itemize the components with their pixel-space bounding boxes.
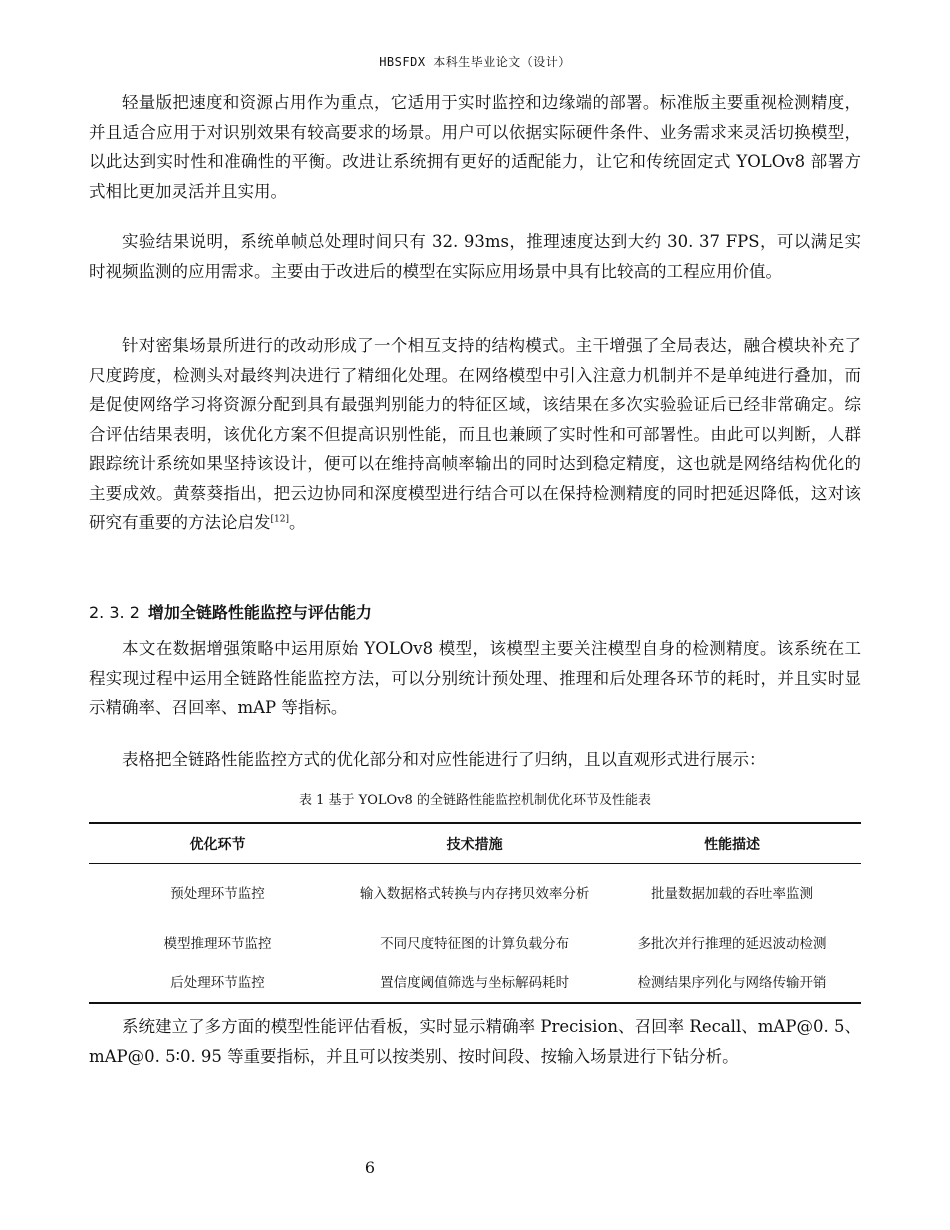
table [89, 822, 861, 1004]
body-text [89, 331, 861, 538]
paragraph-dense-scene [89, 331, 861, 538]
body-text: 实验结果说明，系统单帧总处理时间只有 32. 93ms，推理速度达到大约 30. 37 FPS，可以满足实时视频监测的应用需求。主要由于改进后的模型在实际应用场景中具有比较高的工程应用价值。 [89, 232, 861, 281]
body-text: 表格把全链路性能监控方式的优化部分和对应性能进行了归纳，且以直观形式进行展示： [122, 750, 766, 769]
citation-reference: [12] [270, 514, 289, 525]
table-row [89, 924, 861, 964]
table-cell: 后处理环节监控 [170, 975, 265, 991]
table-cell: 不同尺度特征图的计算负载分布 [380, 936, 570, 952]
table-caption: 表 1 基于 YOLOv8 的全链路性能监控机制优化环节及性能表 [299, 793, 651, 808]
page-number: 6 [364, 1158, 376, 1177]
table-row [89, 964, 861, 1003]
table-cell: 模型推理环节监控 [163, 936, 272, 952]
column-header-measures: 技术措施 [346, 823, 603, 864]
table-cell: 批量数据加载的吞吐率监测 [651, 886, 814, 902]
table-cell: 检测结果序列化与网络传输开销 [637, 975, 827, 991]
paragraph-experiment-results [89, 227, 861, 286]
body-text: 本文在数据增强策略中运用原始 YOLOv8 模型，该模型主要关注模型自身的检测精度。该系统在工程实现过程中运用全链路性能监控方法，可以分别统计预处理、推理和后处理各环节的耗时，并且实时显示精确率、召回率、mAP 等指标。 [89, 639, 861, 717]
paragraph-model-versions [89, 88, 861, 206]
section-heading [89, 600, 372, 623]
column-header-stage: 优化环节 [89, 823, 346, 864]
running-header: HBSFDX 本科生毕业论文（设计） [379, 55, 571, 69]
table-row [89, 864, 861, 925]
column-header-performance: 性能描述 [603, 823, 861, 864]
table-cell: 预处理环节监控 [170, 886, 265, 902]
section-title: 增加全链路性能监控与评估能力 [147, 603, 372, 622]
section-number: 2. 3. 2 [89, 603, 140, 622]
table-cell: 多批次并行推理的延迟波动检测 [637, 936, 827, 952]
table-cell: 输入数据格式转换与内存拷贝效率分析 [359, 886, 590, 902]
body-text: 系统建立了多方面的模型性能评估看板，实时显示精确率 Precision、召回率 Recall、mAP@0. 5、mAP@0. 5∶0. 95 等重要指标，并且可以按类别、按时间段、按输入场景进行下钻分析。 [89, 1017, 861, 1066]
body-text: 轻量版把速度和资源占用作为重点，它适用于实时监控和边缘端的部署。标准版主要重视检测精度，并且适合应用于对识别效果有较高要求的场景。用户可以依据实际硬件条件、业务需求来灵活切换模型，以此达到实时性和准确性的平衡。改进让系统拥有更好的适配能力，让它和传统固定式 YOLOv8 部署方式相比更加灵活并且实用。 [89, 93, 861, 201]
paragraph-evaluation-dashboard [89, 1012, 861, 1071]
paragraph-monitoring-method [89, 634, 861, 723]
table-header-row [89, 823, 861, 864]
performance-table [89, 822, 861, 1004]
body-text-main: 针对密集场景所进行的改动形成了一个相互支持的结构模式。主干增强了全局表达，融合模块补充了尺度跨度，检测头对最终判决进行了精细化处理。在网络模型中引入注意力机制并不是单纯进行叠加，而是促使网络学习将资源分配到具有最强判别能力的特征区域，该结果在多次实验验证后已经非常确定。综合评估结果表明，该优化方案不但提高识别性能，而且也兼顾了实时性和可部署性。由此可以判断，人群跟踪统计系统如果坚持该设计，便可以在维持高帧率输出的同时达到稳定精度，这也就是网络结构优化的主要成效。黄蔡葵指出，把云边协同和深度模型进行结合可以在保持检测精度的同时把延迟降低，这对该研究有重要的方法论启发 [89, 336, 861, 532]
paragraph-table-intro [89, 745, 861, 775]
body-text-end: 。 [288, 513, 306, 532]
table-cell: 置信度阈值筛选与坐标解码耗时 [380, 975, 570, 991]
